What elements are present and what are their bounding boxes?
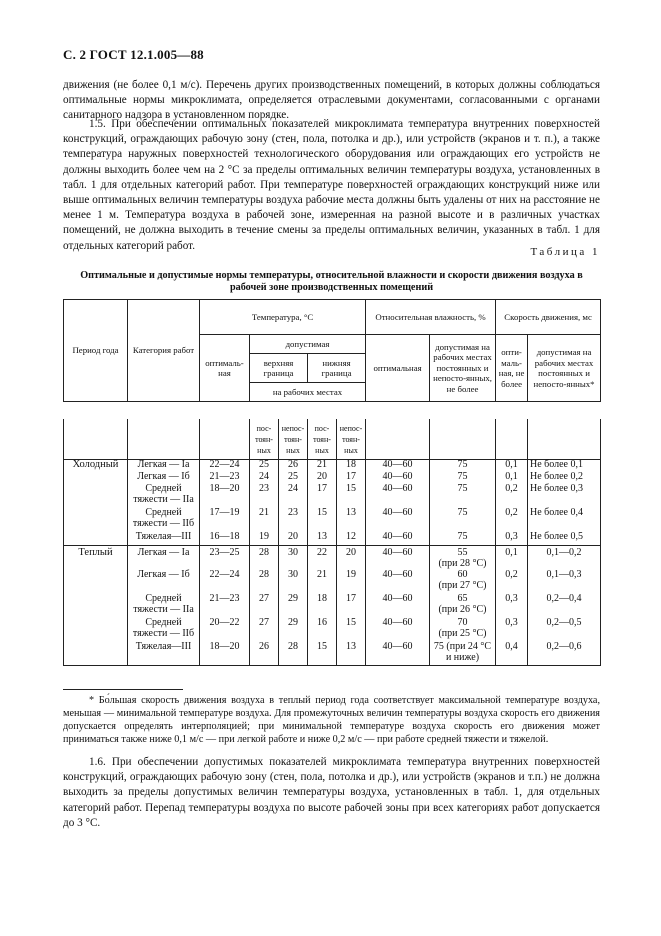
table-row [64, 617, 601, 641]
header-temp-optimal: оптималь-ная [200, 335, 250, 402]
table-row [64, 507, 601, 531]
category-cell: Легкая — Iб [128, 471, 200, 483]
hum-permissible-cell: 75 [430, 531, 496, 545]
upper-constant-cell: 24 [250, 471, 279, 483]
header-lower-constant: пос-тоян-ных [308, 419, 337, 460]
speed-permissible-cell: 0,2—0,6 [528, 641, 601, 665]
lower-nonconstant-cell: 12 [337, 531, 366, 545]
speed-permissible-cell: Не более 0,5 [528, 531, 601, 545]
speed-permissible-cell: Не более 0,1 [528, 459, 601, 471]
lower-nonconstant-cell: 17 [337, 593, 366, 617]
table-label: Таблица 1 [530, 246, 600, 258]
table-row [64, 483, 601, 507]
humidity-note: и ниже) [445, 652, 480, 663]
upper-constant-cell: 19 [250, 531, 279, 545]
header-speed-permissible: допустимая на рабочих местах постоянных и непосто-янных* [528, 335, 601, 402]
lower-nonconstant-cell: 17 [337, 471, 366, 483]
upper-nonconstant-cell: 23 [279, 507, 308, 531]
upper-nonconstant-cell: 25 [279, 471, 308, 483]
hum-optimal-cell: 40—60 [366, 617, 430, 641]
lower-constant-cell: 22 [308, 545, 337, 569]
humidity-note: (при 25 °С) [438, 628, 487, 639]
table-row [64, 569, 601, 593]
category-cell: Средней тяжести — IIб [128, 507, 200, 531]
lower-nonconstant-cell: 13 [337, 507, 366, 531]
speed-permissible-cell: Не более 0,3 [528, 483, 601, 507]
table-row [64, 459, 601, 471]
hum-permissible-cell: 75 [430, 471, 496, 483]
header-category: Категория работ [128, 300, 200, 402]
upper-nonconstant-cell: 26 [279, 459, 308, 471]
table-row [64, 545, 601, 569]
category-cell: Средней тяжести — IIа [128, 593, 200, 617]
temp-optimal-cell: 22—24 [200, 569, 250, 593]
speed-optimal-cell: 0,2 [496, 569, 528, 593]
humidity-value: 70 [457, 617, 468, 628]
header-upper-nonconstant: непос-тоян-ных [279, 419, 308, 460]
humidity-value: 55 [457, 546, 468, 558]
header-speed: Скорость движения, мс [496, 300, 601, 335]
speed-optimal-cell: 0,1 [496, 471, 528, 483]
category-cell: Легкая — Iа [128, 459, 200, 471]
lower-nonconstant-cell: 15 [337, 483, 366, 507]
speed-optimal-cell: 0,1 [496, 545, 528, 569]
hum-optimal-cell: 40—60 [366, 483, 430, 507]
header-hum-permissible: допустимая на рабочих местах постоянных и непосто-янных, не более [430, 335, 496, 402]
table-row [64, 641, 601, 665]
header-speed-optimal: опти-маль-ная, не более [496, 335, 528, 402]
upper-constant-cell: 27 [250, 617, 279, 641]
header-lower-nonconstant: непос-тоян-ных [337, 419, 366, 460]
speed-permissible-cell: Не более 0,2 [528, 471, 601, 483]
upper-nonconstant-cell: 20 [279, 531, 308, 545]
microclimate-table [63, 299, 601, 402]
hum-optimal-cell: 40—60 [366, 471, 430, 483]
lower-constant-cell: 17 [308, 483, 337, 507]
table-row [64, 531, 601, 545]
speed-optimal-cell: 0,3 [496, 593, 528, 617]
lower-constant-cell: 21 [308, 569, 337, 593]
upper-nonconstant-cell: 30 [279, 569, 308, 593]
hum-optimal-cell: 40—60 [366, 507, 430, 531]
lower-nonconstant-cell: 18 [337, 459, 366, 471]
humidity-value: 75 (при 24 °С [433, 641, 492, 652]
lower-nonconstant-cell: 19 [337, 569, 366, 593]
humidity-value: 65 [457, 593, 468, 604]
hum-optimal-cell: 40—60 [366, 569, 430, 593]
temp-optimal-cell: 17—19 [200, 507, 250, 531]
header-upper-limit: верхняя граница [250, 354, 308, 383]
table-row [64, 471, 601, 483]
temp-optimal-cell: 21—23 [200, 471, 250, 483]
subheader-table [63, 419, 601, 460]
lower-constant-cell: 15 [308, 507, 337, 531]
hum-permissible-cell [430, 617, 496, 641]
upper-constant-cell: 25 [250, 459, 279, 471]
upper-constant-cell: 28 [250, 545, 279, 569]
header-upper-constant: пос-тоян-ных [250, 419, 279, 460]
upper-constant-cell: 26 [250, 641, 279, 665]
humidity-note: (при 27 °С) [438, 580, 487, 591]
category-cell: Тяжелая—III [128, 531, 200, 545]
upper-constant-cell: 28 [250, 569, 279, 593]
hum-optimal-cell: 40—60 [366, 593, 430, 617]
speed-permissible-cell: 0,2—0,5 [528, 617, 601, 641]
footnote: * Бо́льшая скорость движения воздуха в теплый период года соответствует максимальной температуре воздуха, меньшая — минимальной температуре воздуха. Для промежуточных величин температуры воздуха скорость его движения допускается определять интерполяцией; при минимальной температуре воздуха скорость его движения может приниматься также ниже 0,1 м/с — при легкой работе и ниже 0,2 м/с — при работе средней тяжести и тяжелой. [63, 695, 600, 745]
speed-optimal-cell: 0,1 [496, 459, 528, 471]
upper-nonconstant-cell: 29 [279, 593, 308, 617]
upper-nonconstant-cell: 30 [279, 545, 308, 569]
temp-optimal-cell: 18—20 [200, 641, 250, 665]
speed-optimal-cell: 0,3 [496, 617, 528, 641]
hum-permissible-cell [430, 569, 496, 593]
upper-constant-cell: 23 [250, 483, 279, 507]
footnote-divider [63, 689, 183, 690]
table-title: Оптимальные и допустимые нормы температуры, относительной влажности и скорости движения воздуха в рабочей зоне производственных помещений [80, 270, 583, 293]
speed-optimal-cell: 0,4 [496, 641, 528, 665]
table-body [63, 459, 601, 666]
category-cell: Тяжелая—III [128, 641, 200, 665]
hum-permissible-cell: 75 [430, 483, 496, 507]
paragraph-continued: движения (не более 0,1 м/с). Перечень других производственных помещений, в которых должны соблюдаться оптимальные нормы микроклимата, определяется отраслевыми документами, согласованными с органами санитарного надзора в установленном порядке. [63, 79, 600, 122]
hum-optimal-cell: 40—60 [366, 641, 430, 665]
speed-optimal-cell: 0,3 [496, 531, 528, 545]
header-humidity: Относительная влажность, % [366, 300, 496, 335]
header-temperature: Температура, °С [200, 300, 366, 335]
speed-optimal-cell: 0,2 [496, 483, 528, 507]
temp-optimal-cell: 20—22 [200, 617, 250, 641]
lower-constant-cell: 15 [308, 641, 337, 665]
hum-permissible-cell: 75 [430, 459, 496, 471]
temp-optimal-cell: 21—23 [200, 593, 250, 617]
upper-constant-cell: 21 [250, 507, 279, 531]
speed-permissible-cell: 0,1—0,3 [528, 569, 601, 593]
hum-permissible-cell [430, 545, 496, 569]
header-period: Период года [64, 300, 128, 402]
hum-permissible-cell: 75 [430, 507, 496, 531]
upper-constant-cell: 27 [250, 593, 279, 617]
humidity-value: 60 [457, 569, 468, 580]
paragraph-1-6: 1.6. При обеспечении допустимых показателей микроклимата температура внутренних поверхностей конструкций, ограждающих рабочую зону (стен, пола, потолка и др.), или устройств (экранов и т.п.) не должна выходить за пределы допустимых величин температуры воздуха, установленных в табл. 1, для отдельных категорий работ. Перепад температуры воздуха по высоте рабочей зоны при всех категориях работ допускается до 3 °С. [63, 756, 600, 829]
page-header: С. 2 ГОСТ 12.1.005—88 [63, 47, 204, 62]
humidity-note: (при 26 °С) [438, 604, 487, 615]
category-cell: Средней тяжести — IIа [128, 483, 200, 507]
lower-nonconstant-cell: 13 [337, 641, 366, 665]
lower-nonconstant-cell: 15 [337, 617, 366, 641]
lower-constant-cell: 16 [308, 617, 337, 641]
table-row [64, 593, 601, 617]
upper-nonconstant-cell: 29 [279, 617, 308, 641]
hum-optimal-cell: 40—60 [366, 459, 430, 471]
upper-nonconstant-cell: 28 [279, 641, 308, 665]
speed-optimal-cell: 0,2 [496, 507, 528, 531]
period-cell: Теплый [64, 545, 128, 665]
header-lower-limit: нижняя граница [308, 354, 366, 383]
category-cell: Средней тяжести — IIб [128, 617, 200, 641]
lower-constant-cell: 20 [308, 471, 337, 483]
header-temp-permissible: допустимая [250, 335, 366, 354]
lower-constant-cell: 18 [308, 593, 337, 617]
temp-optimal-cell: 22—24 [200, 459, 250, 471]
hum-optimal-cell: 40—60 [366, 531, 430, 545]
lower-nonconstant-cell: 20 [337, 545, 366, 569]
temp-optimal-cell: 16—18 [200, 531, 250, 545]
speed-permissible-cell: 0,1—0,2 [528, 545, 601, 569]
category-cell: Легкая — Iб [128, 569, 200, 593]
humidity-note: (при 28 °С) [438, 557, 487, 569]
temp-optimal-cell: 18—20 [200, 483, 250, 507]
speed-permissible-cell: Не более 0,4 [528, 507, 601, 531]
lower-constant-cell: 13 [308, 531, 337, 545]
upper-nonconstant-cell: 24 [279, 483, 308, 507]
period-cell: Холодный [64, 459, 128, 545]
header-at-workplaces: на рабочих местах [250, 383, 366, 402]
hum-permissible-cell [430, 593, 496, 617]
hum-optimal-cell: 40—60 [366, 545, 430, 569]
paragraph-1-5: 1.5. При обеспечении оптимальных показателей микроклимата температура внутренних поверхностей конструкций, ограждающих рабочую зону (стен, пола, потолка и др.), или устройств (экранов и т. п.), а также температура наружных поверхностей технологического оборудования или ограждающих его устройств не должны выходить более чем на 2 °С за пределы оптимальных величин температуры воздуха, установленных в табл. 1 для отдельных категорий работ. При температуре поверхностей ограждающих конструкций ниже или выше оптимальных величин температуры воздуха рабочие места должны быть удалены от них на расстояние не менее 1 м. Температура воздуха в рабочей зоне, измеренная на разной высоте и в различных участках помещений, не должна выходить в течение смены за пределы оптимальных величин, указанных в табл. 1 для отдельных категорий работ. [63, 118, 600, 252]
hum-permissible-cell [430, 641, 496, 665]
lower-constant-cell: 21 [308, 459, 337, 471]
speed-permissible-cell: 0,2—0,4 [528, 593, 601, 617]
temp-optimal-cell: 23—25 [200, 545, 250, 569]
header-hum-optimal: оптимальная [366, 335, 430, 402]
category-cell: Легкая — Iа [128, 545, 200, 569]
